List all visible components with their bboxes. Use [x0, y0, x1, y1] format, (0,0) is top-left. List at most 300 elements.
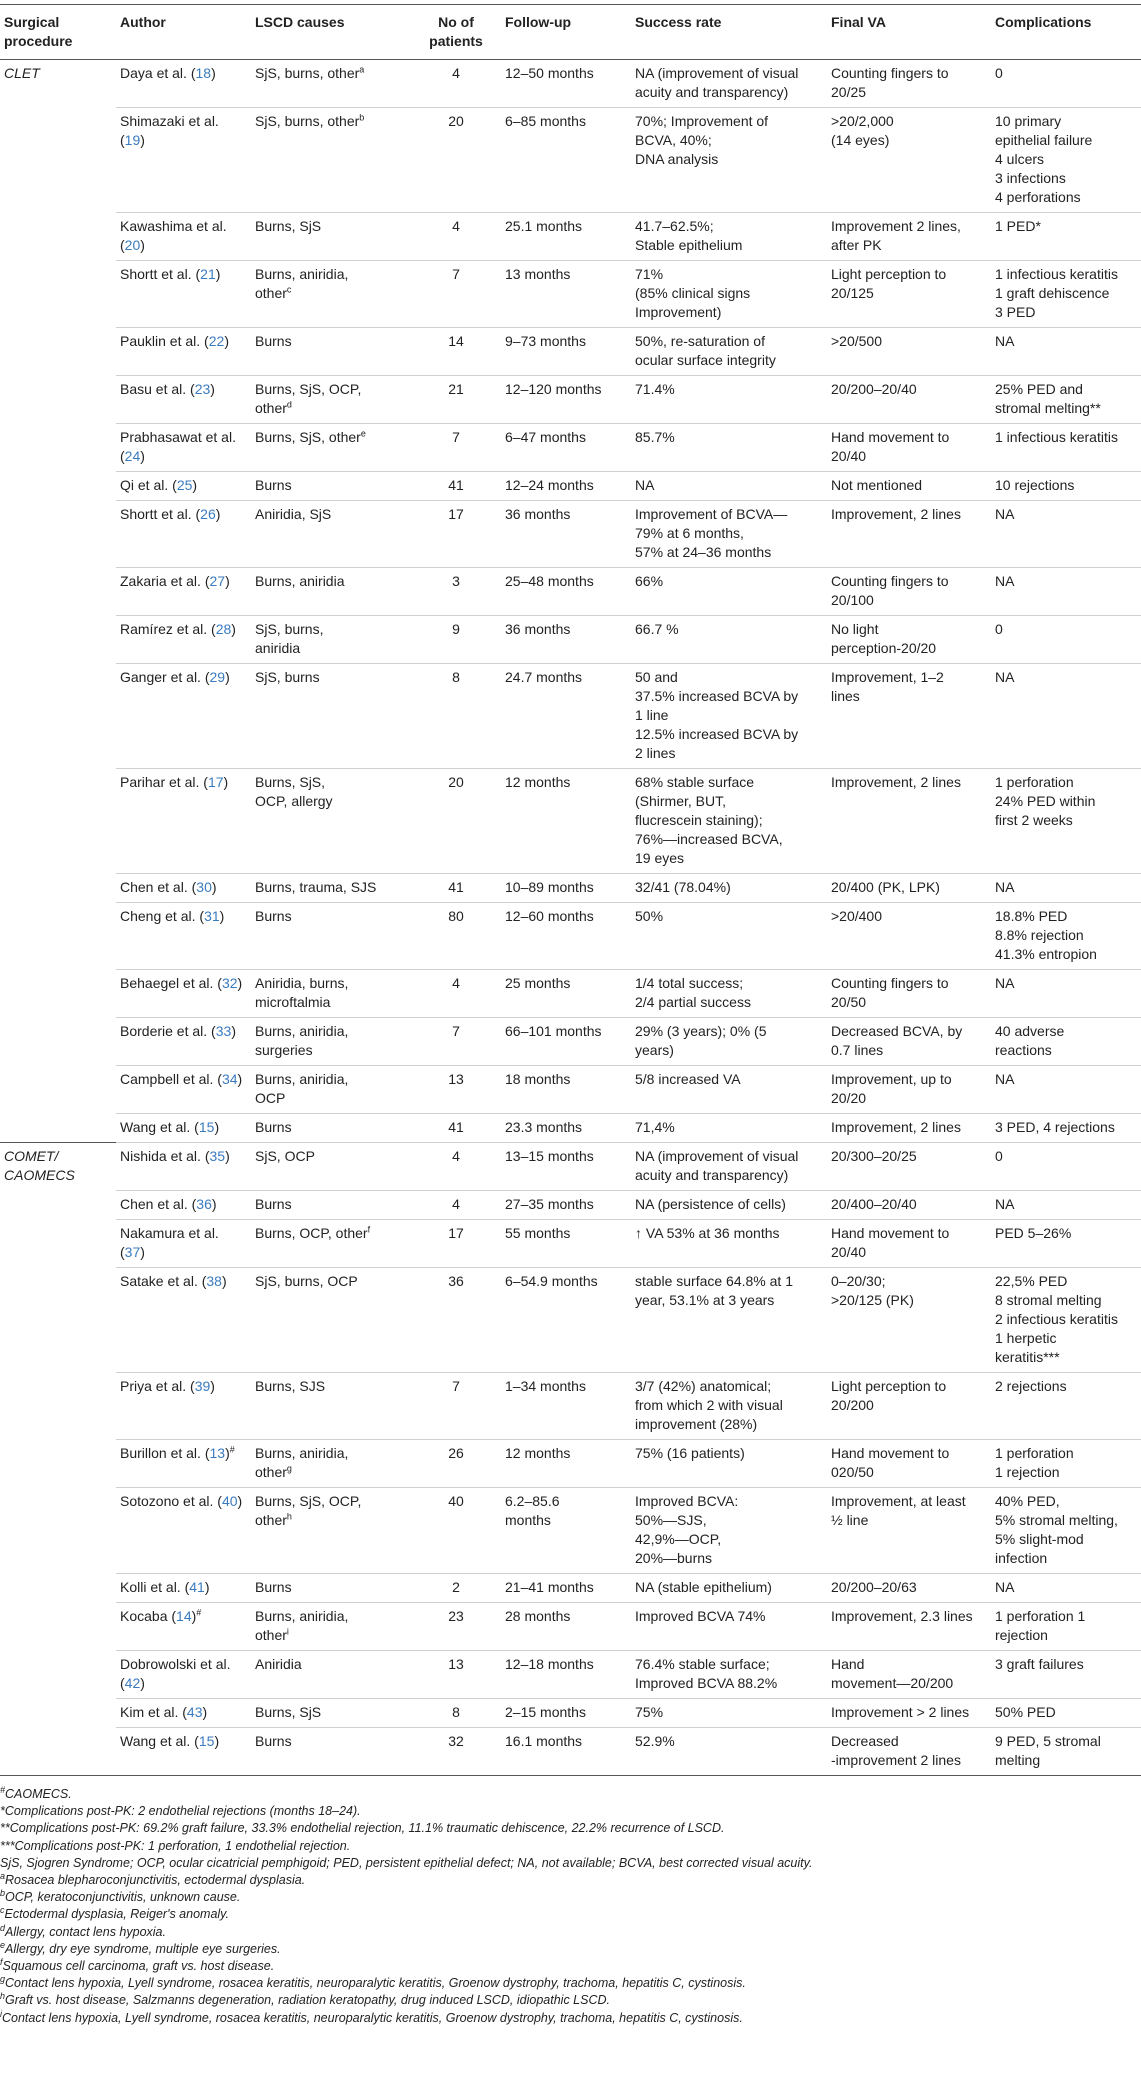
- table-row: [0, 1488, 1141, 1574]
- footnote: [0, 1906, 1141, 1923]
- author-name: Kawashima et al.: [120, 218, 227, 234]
- cell-procedure: COMET/ CAOMECS: [4, 1148, 75, 1183]
- footnote: [0, 1820, 1141, 1837]
- reference-link[interactable]: 39: [194, 1378, 211, 1394]
- cell-final-va: 20/400 (PK, LPK): [827, 874, 991, 903]
- table-footnotes: [0, 1776, 1141, 2027]
- table-row: [0, 1066, 1141, 1114]
- reference-link[interactable]: 37: [124, 1244, 141, 1260]
- header-author: Author: [116, 5, 251, 60]
- reference-link[interactable]: 38: [206, 1273, 222, 1289]
- footnote-text: **Complications post-PK: 69.2% graft failure, 33.3% endothelial rejection, 11.1% traumatic dehiscence, 22.2% recurrence of LSCD.: [0, 1821, 725, 1836]
- cell-author: Pauklin et al. (22): [116, 328, 251, 376]
- causes-footnote-mark: g: [286, 1463, 292, 1474]
- author-name: Kim et al.: [120, 1704, 179, 1720]
- footnote-mark: b: [0, 1888, 6, 1899]
- footnote: [0, 1872, 1141, 1889]
- footnote-text: Contact lens hypoxia, Lyell syndrome, rosacea keratitis, neuroparalytic keratitis, Groenow dystrophy, trachoma, hepatitis C, cystinosis.: [5, 1976, 746, 1991]
- reference-link[interactable]: 31: [204, 908, 220, 924]
- cell-final-va: 20/200–20/40: [827, 376, 991, 424]
- table-row: [0, 1114, 1141, 1143]
- footnote-mark: c: [0, 1905, 5, 1916]
- causes-text: Burns, aniridia: [255, 573, 345, 589]
- author-name: Shortt et al.: [120, 266, 192, 282]
- cell-complications: 1 perforation 1 rejection: [991, 1603, 1141, 1651]
- reference-link[interactable]: 13: [209, 1445, 226, 1461]
- cell-complications: 50% PED: [991, 1699, 1141, 1728]
- cell-success-rate: 5/8 increased VA: [631, 1066, 827, 1114]
- cell-author: Nishida et al. (35): [116, 1143, 251, 1191]
- cell-author: Burillon et al. (13)#: [116, 1440, 251, 1488]
- cell-procedure: [0, 213, 116, 261]
- table-row: [0, 424, 1141, 472]
- cell-no-of-patients: 7: [411, 261, 501, 328]
- table-row: [0, 1440, 1141, 1488]
- cell-author: Ganger et al. (29): [116, 664, 251, 769]
- header-complications: Complications: [991, 5, 1141, 60]
- cell-procedure: [0, 1268, 116, 1373]
- causes-footnote-mark: i: [286, 1626, 289, 1637]
- cell-no-of-patients: 14: [411, 328, 501, 376]
- cell-success-rate: Improved BCVA 74%: [631, 1603, 827, 1651]
- cell-complications: 3 PED, 4 rejections: [991, 1114, 1141, 1143]
- cell-success-rate: NA: [631, 472, 827, 501]
- cell-author: Shimazaki et al. (19): [116, 108, 251, 213]
- footnote: [0, 1803, 1141, 1820]
- author-name: Pauklin et al.: [120, 333, 201, 349]
- cell-complications: 1 infectious keratitis: [991, 424, 1141, 472]
- cell-final-va: >20/400: [827, 903, 991, 970]
- cell-procedure: [0, 1373, 116, 1440]
- reference-link[interactable]: 29: [209, 669, 226, 685]
- cell-no-of-patients: 20: [411, 769, 501, 874]
- cell-no-of-patients: 8: [411, 1699, 501, 1728]
- cell-success-rate: NA (improvement of visual acuity and transparency): [631, 60, 827, 108]
- cell-complications: 25% PED and stromal melting**: [991, 376, 1141, 424]
- causes-text: Burns, aniridia, other: [255, 1608, 349, 1643]
- footnote-text: Squamous cell carcinoma, graft vs. host disease.: [2, 1959, 275, 1974]
- cell-success-rate: 50 and 37.5% increased BCVA by 1 line 12.5% increased BCVA by 2 lines: [631, 664, 827, 769]
- cell-lscd-causes: [251, 769, 411, 874]
- cell-lscd-causes: [251, 874, 411, 903]
- footnote-mark: e: [0, 1939, 6, 1950]
- reference-link[interactable]: 15: [198, 1119, 215, 1135]
- cell-final-va: Improvement, 2.3 lines: [827, 1603, 991, 1651]
- cell-final-va: 20/400–20/40: [827, 1191, 991, 1220]
- cell-complications: 0: [991, 60, 1141, 108]
- cell-no-of-patients: 80: [411, 903, 501, 970]
- table-row: [0, 568, 1141, 616]
- cell-author: Qi et al. (25): [116, 472, 251, 501]
- cell-author: Zakaria et al. (27): [116, 568, 251, 616]
- reference-link[interactable]: 26: [200, 506, 216, 522]
- cell-procedure: [0, 1191, 116, 1220]
- footnote: [0, 2010, 1141, 2027]
- cell-complications: 3 graft failures: [991, 1651, 1141, 1699]
- cell-final-va: Improvement, 2 lines: [827, 1114, 991, 1143]
- reference-link[interactable]: 24: [124, 448, 141, 464]
- cell-author: Wang et al. (15): [116, 1728, 251, 1776]
- cell-follow-up: 27–35 months: [501, 1191, 631, 1220]
- reference-link[interactable]: 27: [209, 573, 226, 589]
- author-footnote-mark: #: [196, 1607, 202, 1618]
- cell-no-of-patients: 32: [411, 1728, 501, 1776]
- footnote: [0, 1975, 1141, 1992]
- header-surgical-procedure: Surgical procedure: [0, 5, 116, 60]
- author-name: Sotozono et al.: [120, 1493, 214, 1509]
- header-follow-up: Follow-up: [501, 5, 631, 60]
- causes-footnote-mark: a: [359, 64, 365, 75]
- cell-final-va: 0–20/30; >20/125 (PK): [827, 1268, 991, 1373]
- reference-link[interactable]: 42: [124, 1675, 141, 1691]
- cell-author: Sotozono et al. (40): [116, 1488, 251, 1574]
- footnote-text: Rosacea blepharoconjunctivitis, ectodermal dysplasia.: [5, 1873, 306, 1888]
- table-row: [0, 1699, 1141, 1728]
- table-row: [0, 472, 1141, 501]
- cell-final-va: Decreased -improvement 2 lines: [827, 1728, 991, 1776]
- cell-author: Borderie et al. (33): [116, 1018, 251, 1066]
- causes-text: Aniridia, burns, microftalmia: [255, 975, 349, 1010]
- author-name: Qi et al.: [120, 477, 169, 493]
- cell-no-of-patients: 21: [411, 376, 501, 424]
- cell-lscd-causes: [251, 472, 411, 501]
- cell-final-va: Improvement, 1–2 lines: [827, 664, 991, 769]
- cell-final-va: Improvement, 2 lines: [827, 501, 991, 568]
- author-name: Basu et al.: [120, 381, 187, 397]
- header-row: [0, 5, 1141, 60]
- author-name: Shortt et al.: [120, 506, 192, 522]
- table-row: [0, 664, 1141, 769]
- author-name: Chen et al.: [120, 879, 188, 895]
- header-lscd-causes: LSCD causes: [251, 5, 411, 60]
- causes-text: SjS, burns, other: [255, 113, 360, 129]
- cell-follow-up: 25 months: [501, 970, 631, 1018]
- cell-no-of-patients: 4: [411, 970, 501, 1018]
- cell-final-va: Counting fingers to 20/100: [827, 568, 991, 616]
- cell-final-va: Counting fingers to 20/50: [827, 970, 991, 1018]
- table-header: [0, 5, 1141, 60]
- cell-complications: 0: [991, 616, 1141, 664]
- cell-follow-up: 6–47 months: [501, 424, 631, 472]
- causes-text: Burns, aniridia, other: [255, 1445, 349, 1480]
- reference-link[interactable]: 23: [194, 381, 211, 397]
- cell-follow-up: 25.1 months: [501, 213, 631, 261]
- cell-success-rate: 71,4%: [631, 1114, 827, 1143]
- causes-footnote-mark: h: [286, 1511, 292, 1522]
- reference-link[interactable]: 22: [208, 333, 225, 349]
- cell-follow-up: 12 months: [501, 1440, 631, 1488]
- table-row: [0, 213, 1141, 261]
- causes-text: Burns: [255, 1579, 292, 1595]
- cell-procedure: [0, 261, 116, 328]
- cell-follow-up: 36 months: [501, 616, 631, 664]
- cell-lscd-causes: [251, 60, 411, 108]
- causes-footnote-mark: f: [367, 1224, 371, 1235]
- cell-lscd-causes: [251, 261, 411, 328]
- cell-follow-up: 28 months: [501, 1603, 631, 1651]
- author-name: Chen et al.: [120, 1196, 188, 1212]
- cell-lscd-causes: [251, 1574, 411, 1603]
- reference-link[interactable]: 32: [221, 975, 238, 991]
- footnote-mark: f: [0, 1956, 3, 1967]
- cell-author: Chen et al. (30): [116, 874, 251, 903]
- footnote-text: Allergy, contact lens hypoxia.: [5, 1924, 166, 1939]
- cell-no-of-patients: 4: [411, 1191, 501, 1220]
- table-row: [0, 376, 1141, 424]
- cell-success-rate: 71% (85% clinical signs Improvement): [631, 261, 827, 328]
- cell-author: Dobrowolski et al. (42): [116, 1651, 251, 1699]
- author-name: Prabhasawat et al.: [120, 429, 236, 445]
- cell-follow-up: 1–34 months: [501, 1373, 631, 1440]
- cell-lscd-causes: [251, 903, 411, 970]
- cell-final-va: Light perception to 20/125: [827, 261, 991, 328]
- table-row: [0, 1018, 1141, 1066]
- cell-no-of-patients: 8: [411, 664, 501, 769]
- cell-no-of-patients: 41: [411, 874, 501, 903]
- header-no-of-patients: No of patients: [411, 5, 501, 60]
- cell-success-rate: Improvement of BCVA— 79% at 6 months, 57% at 24–36 months: [631, 501, 827, 568]
- table-row: [0, 60, 1141, 108]
- reference-link[interactable]: 17: [207, 774, 224, 790]
- footnote: [0, 1786, 1141, 1803]
- footnote: [0, 1838, 1141, 1855]
- cell-final-va: Hand movement to 020/50: [827, 1440, 991, 1488]
- reference-link[interactable]: 35: [209, 1148, 226, 1164]
- reference-link[interactable]: 15: [198, 1733, 215, 1749]
- cell-final-va: No light perception-20/20: [827, 616, 991, 664]
- cell-procedure: [0, 1220, 116, 1268]
- cell-complications: 2 rejections: [991, 1373, 1141, 1440]
- cell-complications: NA: [991, 970, 1141, 1018]
- cell-success-rate: Improved BCVA: 50%—SJS, 42,9%—OCP, 20%—burns: [631, 1488, 827, 1574]
- author-name: Kolli et al.: [120, 1579, 181, 1595]
- author-name: Priya et al.: [120, 1378, 187, 1394]
- causes-text: Burns, SjS, OCP, allergy: [255, 774, 333, 809]
- causes-text: Burns, SjS: [255, 218, 322, 234]
- cell-procedure: [0, 328, 116, 376]
- cell-no-of-patients: 3: [411, 568, 501, 616]
- cell-complications: 1 infectious keratitis 1 graft dehiscence 3 PED: [991, 261, 1141, 328]
- cell-follow-up: 12–50 months: [501, 60, 631, 108]
- cell-author: Behaegel et al. (32): [116, 970, 251, 1018]
- cell-procedure: [0, 1728, 116, 1776]
- cell-complications: NA: [991, 1574, 1141, 1603]
- cell-success-rate: 68% stable surface (Shirmer, BUT, flucrescein staining); 76%—increased BCVA, 19 eyes: [631, 769, 827, 874]
- cell-lscd-causes: [251, 1603, 411, 1651]
- table-row: [0, 261, 1141, 328]
- cell-success-rate: 29% (3 years); 0% (5 years): [631, 1018, 827, 1066]
- cell-follow-up: 12–60 months: [501, 903, 631, 970]
- cell-lscd-causes: [251, 1143, 411, 1191]
- causes-text: Burns, aniridia, surgeries: [255, 1023, 349, 1058]
- cell-success-rate: 71.4%: [631, 376, 827, 424]
- author-name: Cheng et al.: [120, 908, 196, 924]
- cell-success-rate: 70%; Improvement of BCVA, 40%; DNA analysis: [631, 108, 827, 213]
- reference-link[interactable]: 21: [200, 266, 216, 282]
- reference-link[interactable]: 43: [186, 1704, 203, 1720]
- cell-procedure: [0, 874, 116, 903]
- cell-success-rate: ↑ VA 53% at 36 months: [631, 1220, 827, 1268]
- author-name: Burillon et al.: [120, 1445, 201, 1461]
- cell-complications: 10 rejections: [991, 472, 1141, 501]
- causes-text: Burns, aniridia, other: [255, 266, 349, 301]
- cell-procedure: [0, 1018, 116, 1066]
- cell-follow-up: 2–15 months: [501, 1699, 631, 1728]
- cell-follow-up: 66–101 months: [501, 1018, 631, 1066]
- cell-complications: 9 PED, 5 stromal melting: [991, 1728, 1141, 1776]
- footnote-text: Contact lens hypoxia, Lyell syndrome, rosacea keratitis, neuroparalytic keratitis, Groenow dystrophy, trachoma, hepatitis C, cystinosis.: [2, 2010, 743, 2025]
- reference-link[interactable]: 41: [189, 1579, 205, 1595]
- cell-lscd-causes: [251, 1699, 411, 1728]
- table-row: [0, 970, 1141, 1018]
- reference-link[interactable]: 30: [196, 879, 212, 895]
- cell-procedure: [0, 568, 116, 616]
- cell-lscd-causes: [251, 328, 411, 376]
- cell-no-of-patients: 13: [411, 1651, 501, 1699]
- author-footnote-mark: #: [229, 1444, 235, 1455]
- causes-text: Burns: [255, 1733, 292, 1749]
- causes-text: Burns: [255, 333, 292, 349]
- reference-link[interactable]: 14: [176, 1608, 192, 1624]
- cell-follow-up: 6–85 months: [501, 108, 631, 213]
- reference-link[interactable]: 25: [176, 477, 193, 493]
- cell-author: Satake et al. (38): [116, 1268, 251, 1373]
- cell-follow-up: 6.2–85.6 months: [501, 1488, 631, 1574]
- cell-follow-up: 24.7 months: [501, 664, 631, 769]
- author-name: Satake et al.: [120, 1273, 198, 1289]
- cell-success-rate: 50%, re-saturation of ocular surface integrity: [631, 328, 827, 376]
- author-name: Ramírez et al.: [120, 621, 208, 637]
- reference-link[interactable]: 36: [196, 1196, 212, 1212]
- reference-link[interactable]: 19: [124, 132, 141, 148]
- cell-complications: 10 primary epithelial failure 4 ulcers 3 infections 4 perforations: [991, 108, 1141, 213]
- cell-author: Wang et al. (15): [116, 1114, 251, 1143]
- cell-procedure: [0, 1114, 116, 1143]
- cell-final-va: 20/200–20/63: [827, 1574, 991, 1603]
- reference-link[interactable]: 28: [215, 621, 232, 637]
- cell-author: Parihar et al. (17): [116, 769, 251, 874]
- cell-lscd-causes: [251, 1018, 411, 1066]
- cell-lscd-causes: [251, 376, 411, 424]
- cell-lscd-causes: [251, 1440, 411, 1488]
- cell-follow-up: 36 months: [501, 501, 631, 568]
- cell-final-va: Counting fingers to 20/25: [827, 60, 991, 108]
- cell-success-rate: 50%: [631, 903, 827, 970]
- author-name: Shimazaki et al.: [120, 113, 219, 129]
- causes-text: Burns: [255, 1119, 292, 1135]
- cell-follow-up: 12–18 months: [501, 1651, 631, 1699]
- causes-text: SjS, burns, OCP: [255, 1273, 358, 1289]
- reference-link[interactable]: 20: [124, 237, 141, 253]
- causes-footnote-mark: b: [359, 112, 365, 123]
- cell-no-of-patients: 7: [411, 424, 501, 472]
- cell-complications: 40% PED, 5% stromal melting, 5% slight-mod infection: [991, 1488, 1141, 1574]
- footnote: [0, 1941, 1141, 1958]
- cell-procedure: [0, 1699, 116, 1728]
- table-row: [0, 1574, 1141, 1603]
- cell-follow-up: 18 months: [501, 1066, 631, 1114]
- causes-text: Aniridia: [255, 1656, 302, 1672]
- cell-success-rate: stable surface 64.8% at 1 year, 53.1% at 3 years: [631, 1268, 827, 1373]
- cell-final-va: >20/500: [827, 328, 991, 376]
- author-name: Nishida et al.: [120, 1148, 201, 1164]
- cell-complications: 18.8% PED 8.8% rejection 41.3% entropion: [991, 903, 1141, 970]
- author-name: Dobrowolski et al.: [120, 1656, 231, 1672]
- cell-success-rate: NA (stable epithelium): [631, 1574, 827, 1603]
- table-row: [0, 501, 1141, 568]
- author-name: Borderie et al.: [120, 1023, 208, 1039]
- cell-success-rate: 76.4% stable surface; Improved BCVA 88.2%: [631, 1651, 827, 1699]
- cell-no-of-patients: 9: [411, 616, 501, 664]
- cell-final-va: >20/2,000 (14 eyes): [827, 108, 991, 213]
- cell-success-rate: 85.7%: [631, 424, 827, 472]
- cell-no-of-patients: 4: [411, 1143, 501, 1191]
- cell-follow-up: 23.3 months: [501, 1114, 631, 1143]
- reference-link[interactable]: 40: [221, 1493, 238, 1509]
- cell-no-of-patients: 7: [411, 1373, 501, 1440]
- cell-lscd-causes: [251, 1488, 411, 1574]
- cell-procedure: [0, 1066, 116, 1114]
- table-row: [0, 769, 1141, 874]
- cell-final-va: Hand movement to 20/40: [827, 1220, 991, 1268]
- cell-follow-up: 12–120 months: [501, 376, 631, 424]
- cell-lscd-causes: [251, 1220, 411, 1268]
- cell-follow-up: 12–24 months: [501, 472, 631, 501]
- cell-success-rate: 1/4 total success; 2/4 partial success: [631, 970, 827, 1018]
- causes-text: Aniridia, SjS: [255, 506, 332, 522]
- reference-link[interactable]: 33: [215, 1023, 232, 1039]
- cell-final-va: Not mentioned: [827, 472, 991, 501]
- cell-no-of-patients: 26: [411, 1440, 501, 1488]
- cell-final-va: Light perception to 20/200: [827, 1373, 991, 1440]
- reference-link[interactable]: 34: [221, 1071, 238, 1087]
- cell-no-of-patients: 20: [411, 108, 501, 213]
- cell-procedure: [0, 903, 116, 970]
- cell-complications: NA: [991, 501, 1141, 568]
- author-name: Wang et al.: [120, 1733, 191, 1749]
- cell-no-of-patients: 41: [411, 1114, 501, 1143]
- cell-complications: 40 adverse reactions: [991, 1018, 1141, 1066]
- table-row: [0, 1728, 1141, 1776]
- cell-author: Cheng et al. (31): [116, 903, 251, 970]
- cell-lscd-causes: [251, 616, 411, 664]
- cell-success-rate: NA (persistence of cells): [631, 1191, 827, 1220]
- footnote: [0, 1992, 1141, 2009]
- footnote-text: CAOMECS.: [5, 1787, 72, 1801]
- cell-author: Prabhasawat et al. (24): [116, 424, 251, 472]
- cell-no-of-patients: 17: [411, 501, 501, 568]
- footnote-mark: d: [0, 1922, 6, 1933]
- cell-complications: 1 perforation 1 rejection: [991, 1440, 1141, 1488]
- table-row: [0, 328, 1141, 376]
- causes-text: Burns: [255, 1196, 292, 1212]
- reference-link[interactable]: 18: [195, 65, 212, 81]
- cell-complications: NA: [991, 1066, 1141, 1114]
- cell-success-rate: 75%: [631, 1699, 827, 1728]
- causes-footnote-mark: d: [286, 399, 292, 410]
- cell-follow-up: 9–73 months: [501, 328, 631, 376]
- cell-author: Ramírez et al. (28): [116, 616, 251, 664]
- footnote-text: Allergy, dry eye syndrome, multiple eye surgeries.: [5, 1941, 281, 1956]
- cell-lscd-causes: [251, 1651, 411, 1699]
- cell-procedure: [0, 376, 116, 424]
- cell-follow-up: 13 months: [501, 261, 631, 328]
- cell-author: Shortt et al. (21): [116, 261, 251, 328]
- cell-follow-up: 16.1 months: [501, 1728, 631, 1776]
- cell-final-va: Improvement 2 lines, after PK: [827, 213, 991, 261]
- footnote-mark: h: [0, 1991, 6, 2002]
- footnote-text: *Complications post-PK: 2 endothelial rejections (months 18–24).: [0, 1804, 361, 1819]
